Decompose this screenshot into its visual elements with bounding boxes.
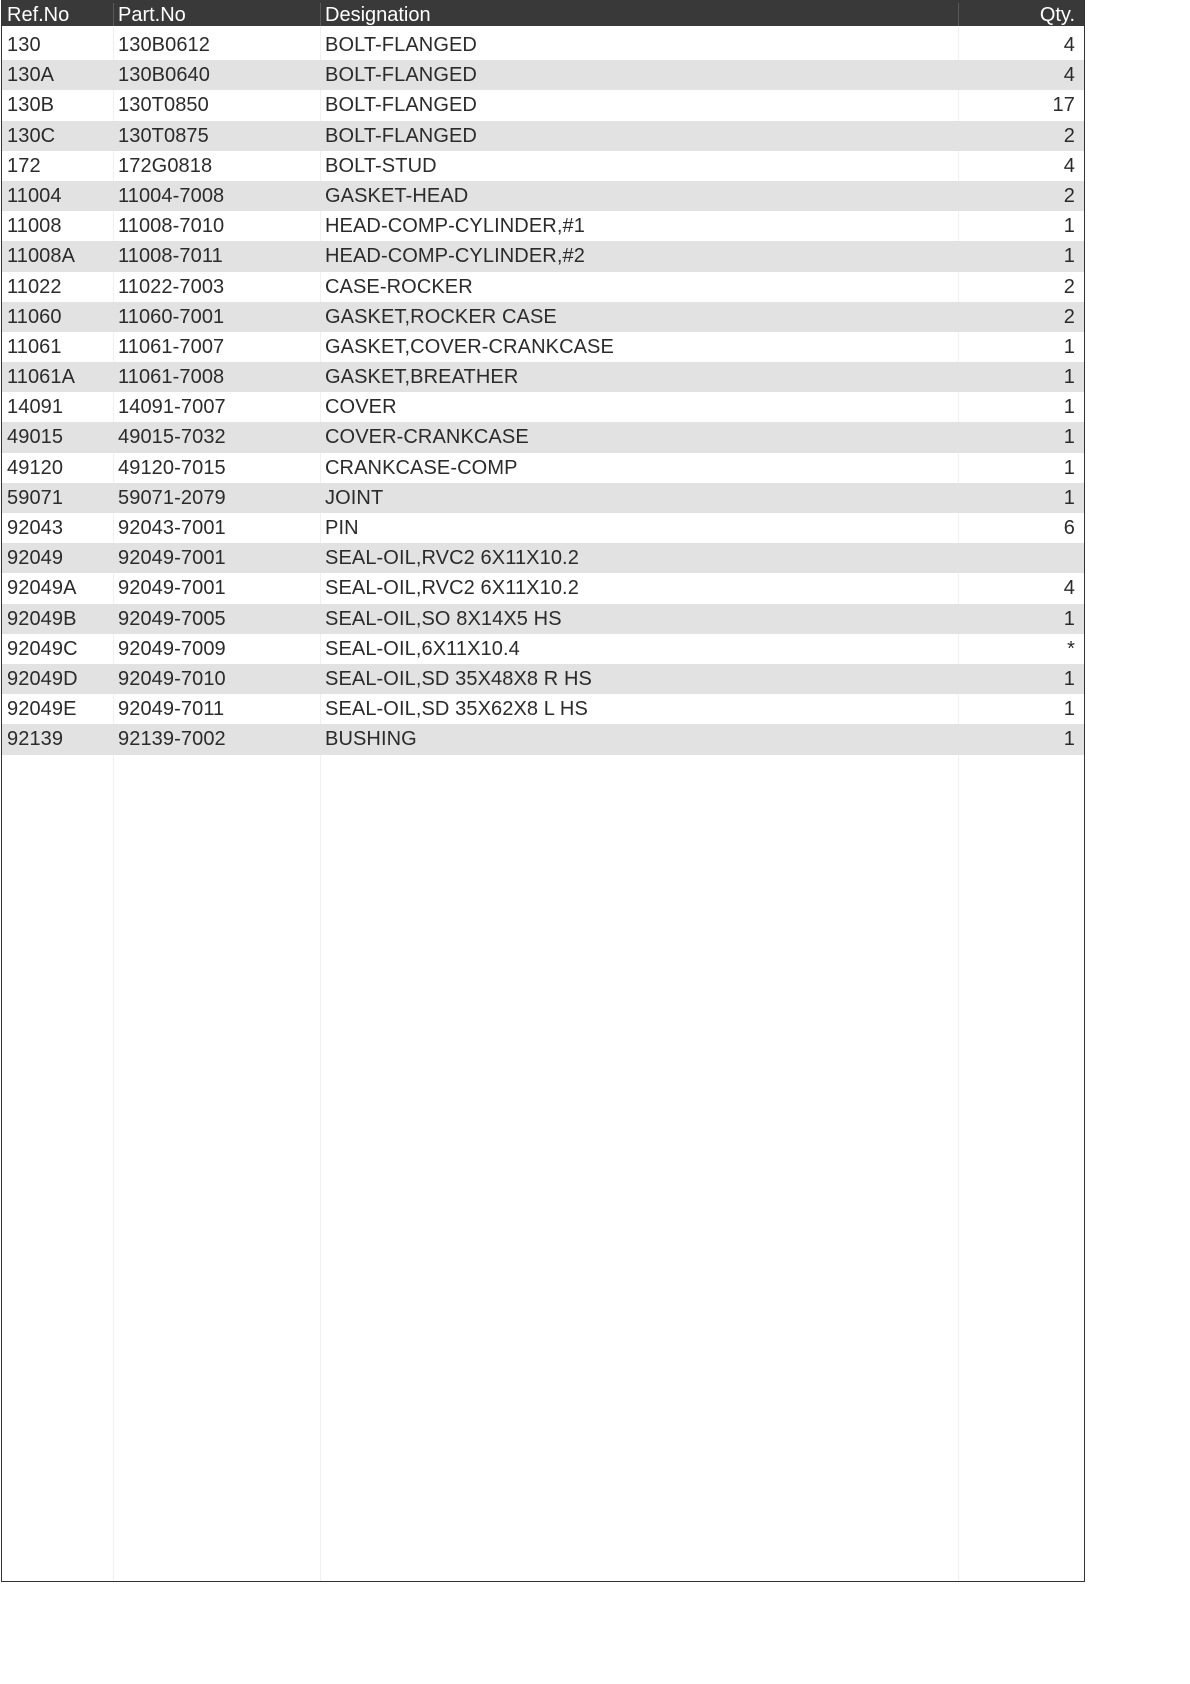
qty-cell: 1 [1063, 456, 1075, 479]
table-row [2, 604, 1084, 634]
designation-cell: SEAL-OIL,SD 35X48X8 R HS [325, 667, 592, 690]
table-row [2, 453, 1084, 483]
part-no-cell: 92049-7010 [118, 667, 226, 690]
parts-table [1, 0, 1085, 1582]
ref-no-cell: 92049C [7, 637, 78, 660]
qty-cell: 1 [1063, 366, 1075, 389]
qty-cell: 1 [1063, 607, 1075, 630]
qty-cell: 2 [1063, 305, 1075, 328]
ref-no-cell: 92049B [7, 607, 77, 630]
designation-cell: BOLT-STUD [325, 154, 437, 177]
ref-no-cell: 11008A [7, 245, 76, 268]
table-row [2, 211, 1084, 241]
table-row [2, 664, 1084, 694]
table-row [2, 241, 1084, 271]
qty-cell: 1 [1063, 335, 1075, 358]
qty-cell: 1 [1063, 698, 1075, 721]
header-qty: Qty. [1039, 4, 1075, 26]
ref-no-cell: 92049 [7, 547, 64, 570]
table-row [2, 634, 1084, 664]
table-row [2, 60, 1084, 90]
designation-cell: GASKET,BREATHER [325, 366, 519, 389]
qty-cell: 1 [1063, 426, 1075, 449]
part-no-cell: 11008-7011 [118, 245, 223, 268]
table-row [2, 272, 1084, 302]
part-no-cell: 130T0850 [118, 94, 209, 117]
ref-no-cell: 11061 [7, 335, 62, 358]
ref-no-cell: 130 [7, 34, 41, 56]
ref-no-cell: 11022 [7, 275, 62, 298]
part-no-cell: 11008-7010 [118, 215, 225, 238]
qty-cell: 1 [1063, 245, 1075, 268]
table-header [2, 0, 1084, 26]
qty-cell: 1 [1063, 667, 1075, 690]
table-row [2, 392, 1084, 422]
header-divider [958, 3, 959, 26]
header-divider [320, 3, 321, 26]
part-no-cell: 49015-7032 [118, 426, 226, 449]
designation-cell: CASE-ROCKER [325, 275, 473, 298]
ref-no-cell: 92043 [7, 517, 64, 539]
part-no-cell: 11004-7008 [118, 184, 225, 207]
part-no-cell: 92049-7001 [118, 577, 226, 600]
table-row [2, 573, 1084, 603]
designation-cell: SEAL-OIL,6X11X10.4 [325, 637, 520, 660]
ref-no-cell: 130A [7, 64, 55, 87]
part-no-cell: 92043-7001 [118, 517, 226, 539]
table-row [2, 422, 1084, 452]
table-row [2, 121, 1084, 151]
qty-cell: 2 [1063, 124, 1075, 147]
ref-no-cell: 92049A [7, 577, 77, 600]
qty-cell: 6 [1063, 517, 1075, 539]
ref-no-cell: 130C [7, 124, 56, 147]
table-row [2, 90, 1084, 120]
ref-no-cell: 14091 [7, 396, 64, 419]
designation-cell: HEAD-COMP-CYLINDER,#2 [325, 245, 585, 268]
qty-cell: * [1067, 637, 1075, 660]
table-row [2, 362, 1084, 392]
ref-no-cell: 92139 [7, 728, 64, 751]
part-no-cell: 92049-7005 [118, 607, 226, 630]
part-no-cell: 92139-7002 [118, 728, 226, 751]
designation-cell: GASKET-HEAD [325, 184, 469, 207]
ref-no-cell: 11060 [7, 305, 62, 328]
designation-cell: GASKET,ROCKER CASE [325, 305, 557, 328]
qty-cell: 1 [1063, 396, 1075, 419]
designation-cell: SEAL-OIL,RVC2 6X11X10.2 [325, 577, 579, 600]
designation-cell: COVER-CRANKCASE [325, 426, 529, 449]
table-row [2, 332, 1084, 362]
part-no-cell: 172G0818 [118, 154, 213, 177]
ref-no-cell: 59071 [7, 486, 64, 509]
qty-cell: 4 [1063, 64, 1075, 87]
qty-cell: 2 [1063, 184, 1075, 207]
designation-cell: BOLT-FLANGED [325, 34, 477, 56]
table-row [2, 483, 1084, 513]
qty-cell: 1 [1063, 215, 1075, 238]
table-row [2, 513, 1084, 543]
designation-cell: SEAL-OIL,RVC2 6X11X10.2 [325, 547, 579, 570]
ref-no-cell: 11061A [7, 366, 76, 389]
designation-cell: BOLT-FLANGED [325, 124, 477, 147]
qty-cell: 4 [1063, 154, 1075, 177]
part-no-cell: 59071-2079 [118, 486, 226, 509]
table-row [2, 151, 1084, 181]
designation-cell: SEAL-OIL,SO 8X14X5 HS [325, 607, 562, 630]
part-no-cell: 11022-7003 [118, 275, 225, 298]
part-no-cell: 11060-7001 [118, 305, 225, 328]
part-no-cell: 49120-7015 [118, 456, 226, 479]
ref-no-cell: 49120 [7, 456, 64, 479]
table-body [2, 30, 1084, 755]
header-part-no: Part.No [118, 4, 186, 26]
part-no-cell: 14091-7007 [118, 396, 226, 419]
qty-cell: 4 [1063, 34, 1075, 56]
qty-cell: 2 [1063, 275, 1075, 298]
designation-cell: BUSHING [325, 728, 417, 751]
ref-no-cell: 172 [7, 154, 41, 177]
designation-cell: JOINT [325, 486, 384, 509]
table-row [2, 694, 1084, 724]
table-row [2, 543, 1084, 573]
part-no-cell: 92049-7001 [118, 547, 226, 570]
header-ref-no: Ref.No [7, 4, 70, 26]
part-no-cell: 130B0612 [118, 34, 211, 56]
designation-cell: CRANKCASE-COMP [325, 456, 518, 479]
part-no-cell: 92049-7009 [118, 637, 226, 660]
ref-no-cell: 92049D [7, 667, 78, 690]
designation-cell: GASKET,COVER-CRANKCASE [325, 335, 614, 358]
part-no-cell: 130B0640 [118, 64, 211, 87]
part-no-cell: 11061-7008 [118, 366, 225, 389]
table-row [2, 181, 1084, 211]
table-row [2, 724, 1084, 754]
ref-no-cell: 92049E [7, 698, 77, 721]
part-no-cell: 130T0875 [118, 124, 209, 147]
qty-cell: 1 [1063, 486, 1075, 509]
ref-no-cell: 130B [7, 94, 55, 117]
designation-cell: SEAL-OIL,SD 35X62X8 L HS [325, 698, 588, 721]
qty-cell: 4 [1063, 577, 1075, 600]
designation-cell: COVER [325, 396, 397, 419]
designation-cell: HEAD-COMP-CYLINDER,#1 [325, 215, 585, 238]
designation-cell: BOLT-FLANGED [325, 64, 477, 87]
header-divider [113, 3, 114, 26]
ref-no-cell: 11008 [7, 215, 62, 238]
qty-cell: 1 [1063, 728, 1075, 751]
table-row [2, 302, 1084, 332]
designation-cell: PIN [325, 517, 359, 539]
qty-cell: 17 [1052, 94, 1075, 117]
part-no-cell: 11061-7007 [118, 335, 225, 358]
part-no-cell: 92049-7011 [118, 698, 225, 721]
ref-no-cell: 11004 [7, 184, 62, 207]
ref-no-cell: 49015 [7, 426, 64, 449]
table-row [2, 30, 1084, 60]
header-designation: Designation [325, 4, 431, 26]
designation-cell: BOLT-FLANGED [325, 94, 477, 117]
